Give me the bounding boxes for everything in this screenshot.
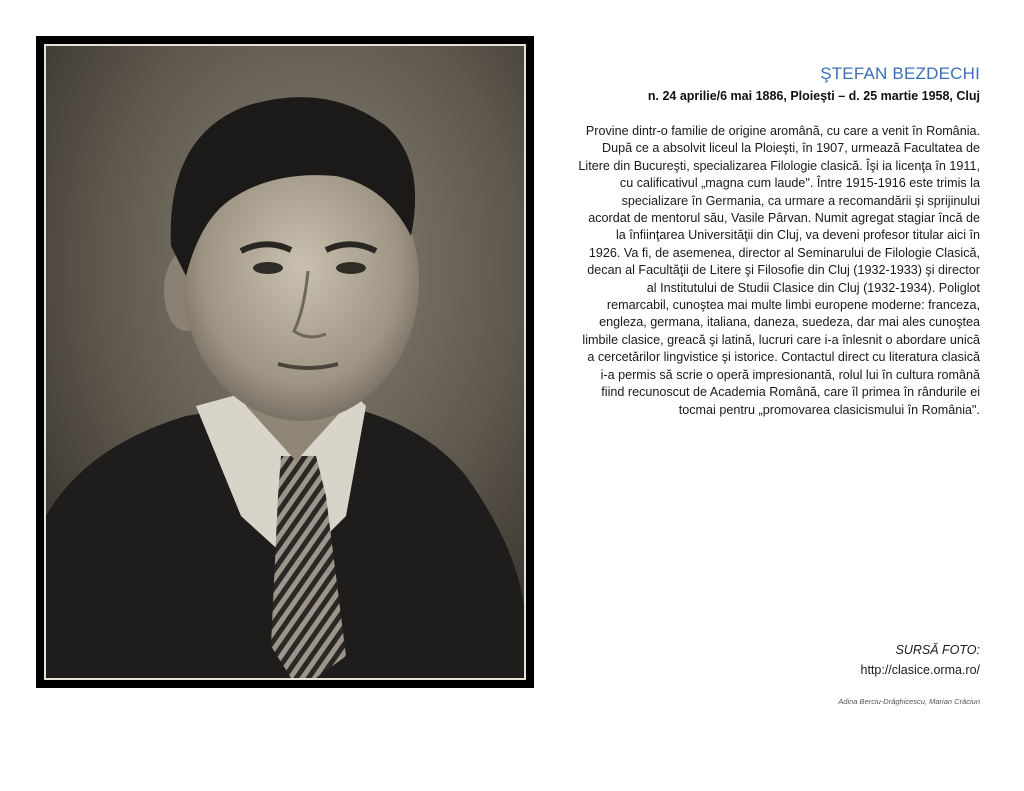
life-dates: n. 24 aprilie/6 mai 1886, Ploieşti – d. 25 martie 1958, Cluj <box>647 89 980 103</box>
bio-line: După ce a absolvit liceul la Ploieşti, în 1907, urmează Facultatea de <box>601 141 980 156</box>
bio-line: specializare în Germania, ca urmare a recomandării şi sprijinului <box>621 193 980 208</box>
bio-line: al Institutului de Studii Clasice din Cluj (1932-1934). Poliglot <box>646 280 980 295</box>
bio-line: limbile clasice, greacă şi latină, lucruri care i-a înlesnit o abordare unică <box>582 332 980 347</box>
photo-source-label: SURSĂ FOTO: <box>895 643 980 657</box>
bio-line: Provine dintr-o familie de origine aromână, cu care a venit în România. <box>585 124 980 138</box>
bio-line: decan al Facultăţii de Litere şi Filosofie din Cluj (1932-1933) şi director <box>587 263 980 278</box>
portrait-image <box>46 46 524 678</box>
bio-line: cu calificativul „magna cum laude". Între 1915-1916 este trimis la <box>619 176 980 191</box>
bio-line: acordat de mentorul său, Vasile Pârvan. Numit agregat stagiar încă de <box>588 211 980 226</box>
bio-line: 1926. Va fi, de asemenea, director al Seminarului de Filologie Clasică, <box>588 245 980 260</box>
bio-line: Litere din Bucureşti, specializarea Filologie clasică. Îşi ia licenţa în 1911, <box>578 158 980 173</box>
biography <box>560 123 980 419</box>
photo-source-link[interactable]: http://clasice.orma.ro/ <box>860 663 980 677</box>
bio-line: a cercetărilor lingvistice şi istorice. Contactul direct cu literatura clasică <box>587 350 980 365</box>
portrait-photo <box>44 44 526 680</box>
person-name: ŞTEFAN BEZDECHI <box>820 64 980 83</box>
authors-credit: Adina Berciu-Drăghicescu, Marian Crăciun <box>838 697 980 706</box>
bio-line: fiind recunoscut de Academia Română, care îl primea în rândurile ei <box>601 385 980 400</box>
bio-line: i-a permis să scrie o operă impresionantă, rolul lui în cultura română <box>600 367 980 382</box>
portrait-frame <box>36 36 534 688</box>
bio-line: tocmai pentru „promovarea clasicismului în România". <box>678 402 980 417</box>
bio-line: engleza, germana, italiana, daneza, suedeza, dar mai ales cunoştea <box>599 315 980 330</box>
bio-line: remarcabil, cunoştea mai multe limbi europene moderne: franceza, <box>606 298 980 313</box>
bio-line: la înfiinţarea Universităţii din Cluj, va deveni profesor titular aici în <box>616 228 980 243</box>
